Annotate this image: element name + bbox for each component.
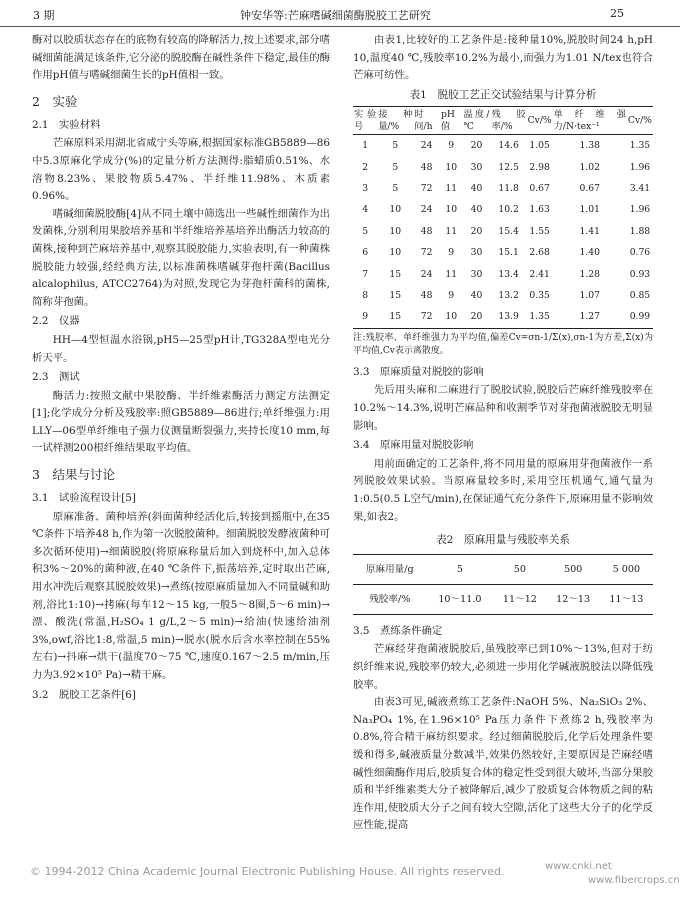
paragraph: 嗜碱细菌脱胶酶[4]从不同土壤中筛选出一些碱性细菌作为出发菌株,分别利用果胶培养基和半纤维培养基培养出酶活力较高的菌株,接种到芒麻培养基中,观察其脱胶能力,实验表明,有一种菌株脱胶能力较强,经经典方法,以标准菌株嗜碱芽孢杆菌(Bacillus alcalophilus, ATCC2764)为对照,发现它为芽孢杆菌科的菌株,简称芽孢菌。 [32, 207, 330, 308]
subsection-heading: 3.4 原麻用量对脱胶影响 [353, 439, 474, 452]
table-cell: 1.38 [579, 140, 600, 152]
subsection-heading: 3.5 煮练条件确定 [353, 624, 443, 637]
table-cell: 12.5 [498, 161, 519, 173]
table-cell: 72 [420, 183, 433, 195]
table-header-cell: 实验号 [354, 109, 377, 132]
table-cell: 40 [470, 204, 483, 216]
table-cell: 1 [362, 140, 369, 152]
table-cell: 11 [445, 225, 458, 237]
table-cell: 11 [445, 268, 458, 280]
table1-header-row [353, 107, 653, 135]
subsection-heading: 3.2 脱胶工艺条件[6] [32, 688, 136, 701]
table-header-cell: 残胶率/% [491, 109, 526, 132]
table-cell: 1.02 [579, 161, 600, 173]
table-cell: 7 [362, 268, 369, 280]
table-cell: 48 [420, 161, 433, 173]
table-header-cell: 单纤维强力/N·tex⁻¹ [553, 109, 626, 132]
table-cell: 40 [470, 290, 483, 301]
table-cell: 5 [427, 554, 494, 584]
table-cell: 原麻用量/g [353, 554, 427, 584]
table-row [353, 135, 653, 157]
table-cell: 5 [392, 140, 399, 152]
table-row [353, 264, 653, 285]
cnki-link[interactable]: www.cnki.net [545, 861, 612, 872]
table-cell: 1.28 [579, 268, 600, 280]
table-cell: 72 [420, 247, 433, 259]
table-cell: 1.55 [529, 225, 550, 237]
table-cell: 20 [470, 225, 483, 237]
table-cell: 50 [493, 554, 546, 584]
table-row [353, 307, 653, 329]
table-cell: 11.8 [498, 183, 519, 195]
table-header-cell: Cv/% [527, 115, 552, 127]
paragraph: 芒麻原料采用湖北省咸宁头等麻,根据国家标准GB5889—86中5.3原麻化学成分(%)的定量分析方法测得:脂蜡质0.51%、水溶物8.23%、果胶物质5.47%、半纤维11.98%、木质素0.96%。 [32, 137, 330, 203]
table-cell: 500 [547, 554, 600, 584]
table-cell: 13.9 [498, 311, 519, 323]
table-cell: 1.05 [529, 140, 550, 152]
table-cell: 5 [392, 161, 399, 173]
table-cell: 0.93 [629, 268, 651, 280]
table-row [353, 157, 653, 178]
table-cell: 0.85 [629, 290, 651, 301]
table-cell: 5 [362, 225, 369, 237]
table-cell: 4 [362, 204, 369, 216]
section-heading-experiment: 2 实验 [32, 93, 78, 109]
table-cell: 2 [362, 161, 369, 173]
table-cell: 10 [445, 204, 458, 216]
table1-body [353, 135, 653, 329]
subsection-heading: 2.3 测试 [32, 371, 80, 384]
table-cell: 15 [389, 268, 402, 280]
table2-caption: 表2 原麻用量与残胶率关系 [436, 534, 570, 547]
table1 [353, 106, 653, 329]
table-cell: 2.41 [529, 268, 550, 280]
table-cell: 2.68 [529, 247, 550, 259]
table-cell: 3.41 [629, 183, 651, 195]
table-cell: 10 [445, 161, 458, 173]
table-cell: 3 [362, 183, 369, 195]
table-cell: 8 [362, 290, 369, 301]
paragraph: 酶活力:按照文献中果胶酶、半纤维素酶活力测定方法测定[1];化学成分分析及残胶率:照GB5889—86进行;单纤维强力:用LLY—06型单纤维电子强力仪测量断裂强力,夹持长度10 mm,每一试样测200根纤维结果取平均值。 [32, 389, 330, 455]
table-cell: 1.41 [579, 225, 600, 237]
table-cell: 残胶率/% [369, 593, 411, 605]
running-title: 钟安华等:芒麻嗜碱细菌酶脱胶工艺研究 [240, 9, 431, 22]
table-header-cell: 温度/℃ [463, 109, 490, 132]
table-cell: 5 [392, 183, 399, 195]
paragraph: 先后用头麻和二麻进行了脱胶试验,脱胶后芒麻纤维残胶率在10.2%～14.3%,说明芒麻品种和收割季节对芽孢菌液脱胶无明显影响。 [353, 384, 653, 432]
table-cell: 9 [448, 247, 455, 259]
subsection-heading: 2.2 仪器 [32, 315, 80, 328]
table-header-cell: Cv/% [627, 115, 652, 127]
table-cell: 15.1 [498, 247, 519, 259]
table-cell: 5 000 [600, 554, 653, 584]
table-cell: 10 [389, 204, 402, 216]
table-cell: 1.07 [579, 290, 600, 301]
table-cell: 40 [470, 183, 483, 195]
table-cell: 10～11.0 [438, 593, 482, 605]
table-cell: 12～13 [556, 593, 591, 605]
table-cell: 24 [420, 140, 433, 152]
table-cell: 10 [445, 311, 458, 323]
paragraph: 由表1,比较好的工艺条件是:接种量10%,脱胶时间24 h,pH 10,温度40 ℃,残胶率10.2%为最小,而强力为1.01 N/tex也符合芒麻可纺性。 [353, 34, 653, 82]
paragraph: HH—4型恒温水浴锅,pH5—25型pH计,TG328A型电光分析天平。 [32, 333, 330, 364]
table-cell: 48 [420, 290, 433, 301]
table-row [353, 200, 653, 221]
table-cell: 30 [470, 247, 483, 259]
table-cell: 1.96 [629, 161, 651, 173]
copyright-notice: © 1994-2012 China Academic Journal Electronic Publishing House. All rights reserved. [30, 865, 505, 878]
left-column [32, 32, 330, 705]
table-cell: 9 [448, 140, 455, 152]
table-cell: 1.35 [629, 140, 651, 152]
table-cell: 2.98 [529, 161, 550, 173]
table-cell: 9 [362, 311, 369, 323]
subsection-heading: 2.1 实验材料 [32, 118, 101, 131]
table-cell: 24 [420, 204, 433, 216]
issue-number: 3 期 [33, 9, 55, 22]
section-heading-results: 3 结果与讨论 [32, 467, 115, 483]
table-row [353, 242, 653, 263]
table-cell: 0.67 [579, 183, 600, 195]
running-header [0, 0, 680, 27]
table-cell: 15.4 [498, 225, 519, 237]
table-cell: 15 [389, 290, 402, 301]
subsection-heading: 3.1 试验流程设计[5] [32, 492, 136, 505]
table-cell: 48 [420, 225, 433, 237]
table-cell: 9 [448, 290, 455, 301]
table-cell: 10 [389, 247, 402, 259]
table-row [353, 285, 653, 306]
table2 [353, 554, 653, 615]
table-cell: 1.96 [629, 204, 651, 216]
table-cell: 13.4 [498, 268, 519, 280]
table-cell: 30 [470, 161, 483, 173]
watermark: www.fibercrops.cn [588, 875, 680, 886]
intro-paragraph: 酶对以胶质状态存在的底物有较高的降解活力,按上述要求,部分嗜碱细菌能满足该条件,它分泌的脱胶酶在碱性条件下稳定,最佳的酶作用pH值与嗜碱细菌生长的pH值相一致。 [32, 34, 330, 82]
right-column [353, 32, 653, 835]
table2-header-row [353, 554, 653, 584]
table-cell: 0.67 [529, 183, 550, 195]
table-cell: 0.35 [529, 290, 550, 301]
table-cell: 20 [470, 311, 483, 323]
table-cell: 15 [389, 311, 402, 323]
table-header-cell: 接种量/% [378, 109, 413, 132]
table-cell: 10.2 [498, 204, 519, 216]
table-cell: 1.35 [529, 311, 550, 323]
table2-data-row [353, 584, 653, 614]
paragraph: 用前面确定的工艺条件,将不同用量的原麻用芽孢菌液作一系列脱胶效果试验。当原麻量较多时,采用空压机通气,通气量为1:0.5(0.5 L空气/min),在保证通气充分条件下,原麻用量不影响效果,如表2。 [353, 457, 653, 523]
table-cell: 13.2 [498, 290, 519, 301]
subsection-heading: 3.3 原麻质量对脱胶的影响 [353, 365, 484, 378]
table-cell: 24 [420, 268, 433, 280]
table-cell: 0.76 [629, 247, 651, 259]
paragraph: 芒麻经芽孢菌液脱胶后,虽残胶率已到10%～13%,但对于纺织纤维来说,残胶率仍较大,必须进一步用化学碱液脱胶法以降低残胶率。 [353, 643, 653, 691]
paragraph: 由表3可见,碱液煮练工艺条件:NaOH 5%、Na₂SiO₃ 2%、Na₃PO₄ 1%,在1.96×10⁵ Pa压力条件下煮练2 h,残胶率为0.8%,符合精干麻纺织要求。经过细菌脱胶后,化学后处理条件要缓和得多,碱液质量分数减半,效果仍然较好,主要原因是芒麻经嗜碱性细菌酶作用后,胶质复合体的稳定性受到很大破坏,当部分果胶质和半纤维素类大分子被降解后,减少了胶质复合体物质之间的粘连作用,使胶质大分子之间有较大空隙,活化了这些大分子的化学反应性能,提高 [353, 696, 653, 832]
table-cell: 11 [445, 183, 458, 195]
table-cell: 11～12 [502, 593, 537, 605]
table-cell: 1.40 [579, 247, 600, 259]
table-row [353, 178, 653, 199]
table-cell: 1.27 [579, 311, 600, 323]
paragraph: 原麻准备、菌种培养(斜面菌种经活化后,转接到摇瓶中,在35 ℃条件下培养48 h,作为第一次脱胶菌种。细菌脱胶发酵液菌种可多次循环使用)→细菌脱胶(将原麻称量后加入到烧杯中,加入总体积3%～20%的菌种液,在40 ℃条件下,振荡培养,定时取出芒麻,用水冲洗后观察其脱胶效果)→煮练(按原麻质量加入不同量碱和助剂,浴比1:10)→拷麻(每车12～15 kg,一般5～8圈,5～6 min)→漂、酸洗(常温,H₂SO₄ 1 g/L,2～5 min)→给油(快速给油剂3%,owf,浴比1:8,常温,5 min)→脱水(脱水后含水率控制在55%左右)→抖麻→烘干(温度70～75 ℃,速度0.167～2.5 m/min,压力为3.92×10⁵ Pa)→精干麻。 [32, 510, 330, 681]
table-header-cell: pH值 [441, 109, 455, 132]
table-cell: 1.88 [629, 225, 651, 237]
table-cell: 11～13 [609, 593, 644, 605]
table-cell: 72 [420, 311, 433, 323]
table-cell: 14.6 [498, 140, 519, 152]
table-cell: 6 [362, 247, 369, 259]
table1-caption: 表1 脱胶工艺正交试验结果与计算分析 [409, 88, 597, 101]
page-number: 25 [610, 7, 624, 20]
table-cell: 30 [470, 268, 483, 280]
table-cell: 1.01 [579, 204, 600, 216]
table1-note: 注:残胶率、单纤维强力为平均值,偏差Cv=σn-1/Σ(x),σn-1为方差,Σ(x)为平均值,Cv表示离散度。 [353, 332, 653, 356]
table-cell: 1.63 [529, 204, 550, 216]
table-cell: 0.99 [629, 311, 651, 323]
table-header-cell: 时间/h [414, 109, 433, 132]
table-cell: 20 [470, 140, 483, 152]
table-row [353, 221, 653, 242]
table-cell: 10 [389, 225, 402, 237]
